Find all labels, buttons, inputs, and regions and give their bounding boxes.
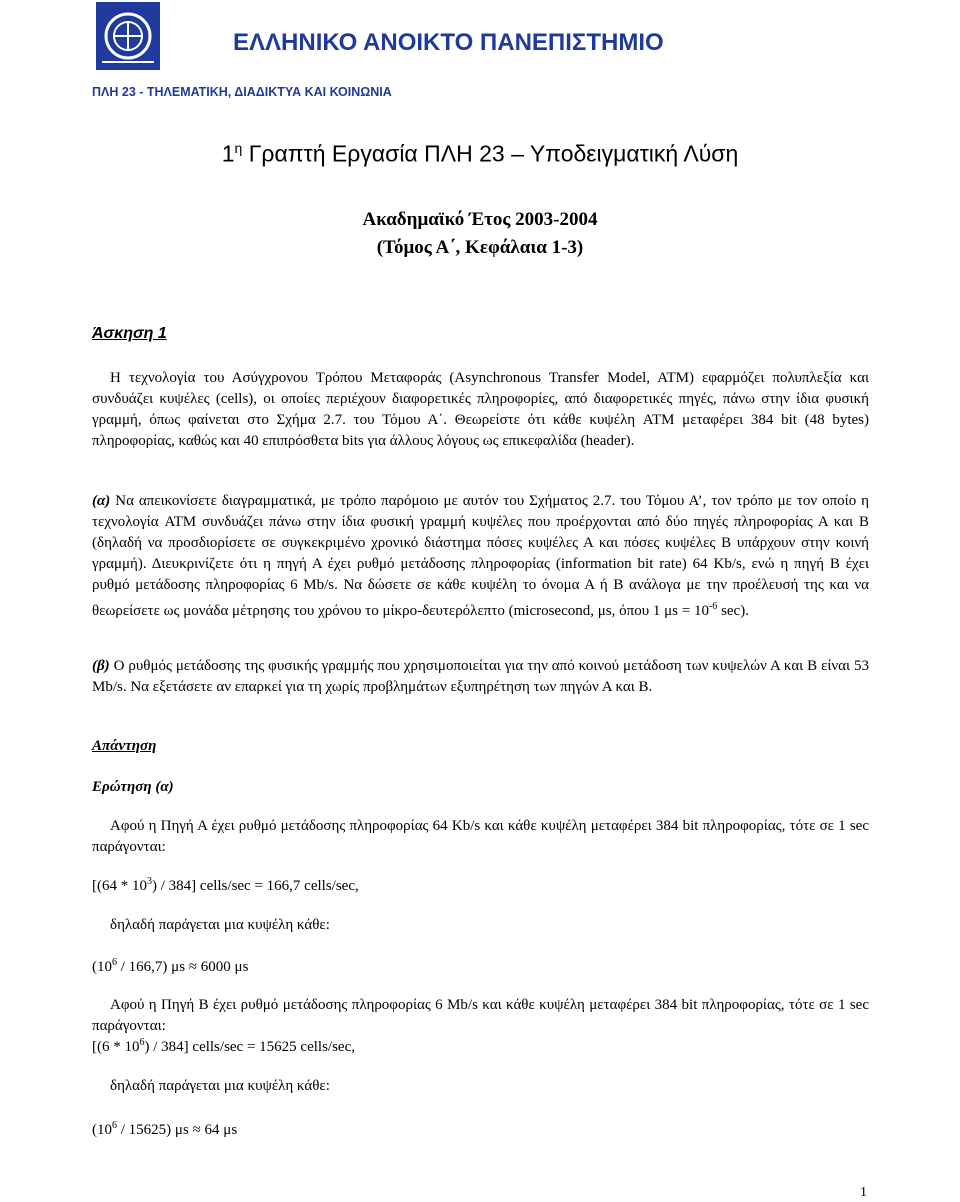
document-title <box>0 140 960 168</box>
answer-heading: Απάντηση <box>92 738 157 754</box>
question-a-text: Να απεικονίσετε διαγραμματικά, με τρόπο παρόμοιο με αυτόν του Σχήματος 2.7. του Τόμου Α’, τον τρόπο με τον οποίο η τεχνολογία ATM συνδυάζει πάνω στην ίδια φυσική γραμμή κυψέλες που προέρχονται από δύο πηγές πληροφορίας Α και Β (δηλαδή να προσδιορίσετε σε συγκεκριμένο χρονικό διάστημα πόσες κυψέλες Α και πόσες κυψέλες Β υπάρχουν στην κοινή γραμμή). Διευκρινίζετε ότι η πηγή Α έχει ρυθμό μετάδοσης πληροφορίας (information bit rate) 64 Kb/s, ενώ η πηγή Β έχει ρυθμό μετάδοσης πληροφορίας 6 Mb/s. Να δώσετε σε κάθε κυψέλη το όνομα Α ή Β ανάλογα με την προέλευσή της και να θεωρείσετε ως μονάδα μέτρησης του χρόνου το μίκρο-δευτερόλεπτο (microsecond, μs, όπου 1 μs = 10 <box>92 493 869 619</box>
answer-paragraph-source-b-text: Αφού η Πηγή Β έχει ρυθμό μετάδοσης πληροφορίας 6 Mb/s και κάθε κυψέλη μεταφέρει 384 bit πληροφορίας, τότε σε 1 sec παράγονται: <box>92 997 869 1034</box>
title-superscript: η <box>234 140 243 156</box>
equation-interval-a-part1: (10 <box>92 959 112 975</box>
cell-interval-label-a: δηλαδή παράγεται μια κυψέλη κάθε: <box>110 917 330 933</box>
equation-cells-a-exponent: 3 <box>147 876 152 887</box>
question-a <box>92 491 869 622</box>
university-logo <box>96 2 160 70</box>
equation-cells-a <box>92 876 359 895</box>
exercise-heading: Άσκηση 1 <box>92 325 167 342</box>
university-name: ΕΛΛΗΝΙΚΟ ΑΝΟΙΚΤΟ ΠΑΝΕΠΙΣΤΗΜΙΟ <box>233 29 664 56</box>
equation-interval-a <box>92 957 248 976</box>
university-logo-icon <box>96 2 160 70</box>
volume-chapters-line: (Τόμος Α΄, Κεφάλαια 1-3) <box>376 237 584 258</box>
equation-interval-b-exponent: 6 <box>112 1120 117 1131</box>
equation-cells-b-part1: [(6 * 10 <box>92 1039 140 1055</box>
cell-interval-label-b: δηλαδή παράγεται μια κυψέλη κάθε: <box>110 1078 330 1094</box>
question-b <box>92 656 869 698</box>
title-number: 1 <box>221 140 235 167</box>
question-b-label: (β) <box>92 658 110 674</box>
answer-paragraph-source-a-text: Αφού η Πηγή Α έχει ρυθμό μετάδοσης πληροφορίας 64 Kb/s και κάθε κυψέλη μεταφέρει 384 bit πληροφορίας, τότε σε 1 sec παράγονται: <box>92 818 869 855</box>
equation-cells-b <box>92 1037 355 1056</box>
answer-paragraph-source-b <box>92 995 869 1037</box>
equation-interval-b <box>92 1120 237 1139</box>
question-b-text: Ο ρυθμός μετάδοσης της φυσικής γραμμής που χρησιμοποιείται για την από κοινού μετάδοση των κυψελών Α και Β είναι 53 Mb/s. Να εξετάσετε αν επαρκεί για τη χωρίς προβλημάτων εξυπηρέτηση των πηγών Α και Β. <box>92 658 869 695</box>
equation-cells-a-part1: [(64 * 10 <box>92 878 147 894</box>
equation-interval-a-part2: / 166,7) μs ≈ 6000 μs <box>117 959 249 975</box>
equation-cells-a-part2: ) / 384] cells/sec = 166,7 cells/sec, <box>152 878 359 894</box>
question-a-exponent: -6 <box>708 601 718 612</box>
question-a-answer-heading: Ερώτηση (α) <box>92 779 174 795</box>
equation-interval-b-part1: (10 <box>92 1122 112 1138</box>
exercise-intro <box>92 368 869 452</box>
academic-year-line: Ακαδημαϊκό Έτος 2003-2004 <box>362 209 598 230</box>
equation-cells-b-exponent: 6 <box>139 1037 145 1048</box>
course-title: ΠΛΗ 23 - ΤΗΛΕΜΑΤΙΚΗ, ΔΙΑΔΙΚΤΥΑ ΚΑΙ ΚΟΙΝΩΝΙΑ <box>92 85 392 99</box>
page-number: 1 <box>860 1185 867 1200</box>
exercise-intro-text: Η τεχνολογία του Ασύγχρονου Τρόπου Μεταφοράς (Asynchronous Transfer Model, ATM) εφαρμόζει πολυπλεξία και συνδυάζει κυψέλες (cells), οι οποίες περιέχουν διαφορετικές πληροφορίες, από διαφορετικές πηγές, πάνω στην ίδια φυσική γραμμή, όπως φαίνεται στο Σχήμα 2.7. του Τόμου Α΄. Θεωρείστε ότι κάθε κυψέλη ATM μεταφέρει 384 bit (48 bytes) πληροφορίας, καθώς και 40 επιπρόσθετα bits για άλλους λόγους ως επικεφαλίδα (header). <box>92 370 869 449</box>
answer-paragraph-source-a <box>92 816 869 858</box>
academic-year <box>0 206 960 262</box>
equation-interval-b-part2: / 15625) μs ≈ 64 μs <box>117 1122 238 1138</box>
question-a-text-end: sec). <box>717 603 749 619</box>
equation-interval-a-exponent: 6 <box>112 957 117 968</box>
equation-cells-b-part2: ) / 384] cells/sec = 15625 cells/sec, <box>144 1039 355 1055</box>
title-text: Γραπτή Εργασία ΠΛΗ 23 – Υποδειγματική Λύση <box>248 140 739 167</box>
question-a-label: (α) <box>92 493 111 509</box>
